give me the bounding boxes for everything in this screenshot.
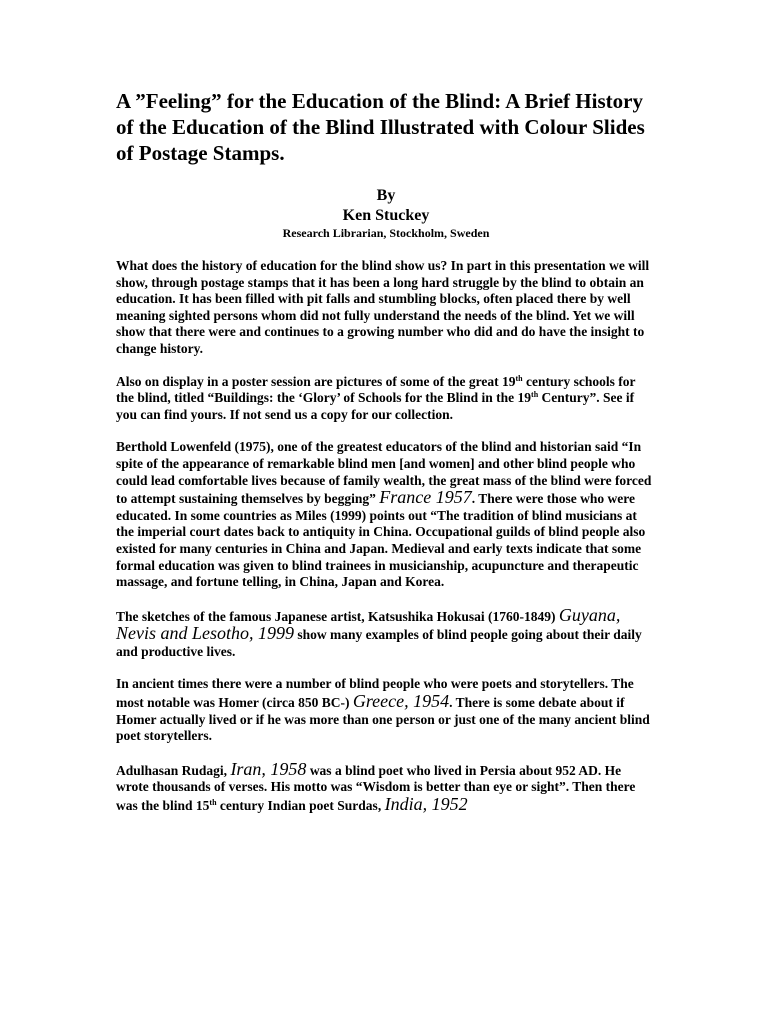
paragraph-lowenfeld xyxy=(116,439,656,590)
paragraph-hokusai xyxy=(116,604,656,661)
text-segment: . There is some debate about if Homer actually lived or if he was more than one person or just one of the many ancient blind poet storytellers. xyxy=(116,695,650,744)
paragraph-homer xyxy=(116,676,656,744)
stamp-reference: Guyana, Nevis and Lesotho, 1999 xyxy=(116,604,621,644)
document-title: A ”Feeling” for the Education of the Blind: A Brief History of the Education of the Blind Illustrated with Colour Slides of Postage Stamps. xyxy=(116,89,645,165)
text-segment: . There were those who were educated. In some countries as Miles (1999) points out “The tradition of blind musicians at the imperial court dates back to antiquity in China. Occupational guilds of blind people also existed for many centuries in China and Japan. Medieval and early texts indicate that some formal education was given to blind trainees in musicianship, acupuncture and therapeutic massage, and fortune telling, in China, Japan and Korea. xyxy=(116,491,646,590)
text-segment: century Indian poet Surdas, xyxy=(216,798,385,814)
text-segment: The sketches of the famous Japanese artist, Katsushika Hokusai (1760-1849) xyxy=(116,608,559,624)
stamp-reference: Greece, 1954 xyxy=(352,691,450,712)
text-segment: century schools for the blind, titled “Buildings: the ‘Glory’ of Schools for the Blind in the 19 xyxy=(116,373,636,406)
superscript: th xyxy=(515,373,523,383)
paragraph-rudagi xyxy=(116,758,656,815)
text-segment: Berthold Lowenfeld (1975), one of the greatest educators of the blind and historian said “In spite of the appearance of remarkable blind men [and women] and other blind people who could lead comfortable lives because of family wealth, the great mass of the blind were forced to attempt sustaining themselves by begging” xyxy=(116,439,652,507)
byline xyxy=(116,186,656,240)
author-name: Ken Stuckey xyxy=(342,207,430,224)
text-segment: Adulhasan Rudagi, xyxy=(116,762,231,778)
text-segment: In ancient times there were a number of blind people who were poets and storytellers. The most notable was Homer (circa 850 BC-) xyxy=(116,676,634,711)
text-segment: Century”. See if you can find yours. If not send us a copy for our collection. xyxy=(116,390,635,422)
text-segment: was a blind poet who lived in Persia about 952 AD. He wrote thousands of verses. His motto was “Wisdom is better than eye or sight”. Then there was the blind 15 xyxy=(116,762,636,814)
stamp-reference: Iran, 1958 xyxy=(230,758,307,779)
paragraph-intro: What does the history of education for the blind show us? In part in this presentation we will show, through postage stamps that it has been a long hard struggle by the blind to obtain an education. It has been filled with pit falls and stumbling blocks, often placed there by well meaning sighted persons whom did not fully understand the needs of the blind. Yet we will show that there were and continues to a growing number who did and do have the insight to change history. xyxy=(116,258,650,356)
text-segment: Also on display in a poster session are pictures of some of the great 19 xyxy=(116,373,516,389)
superscript: th xyxy=(209,798,217,808)
author-affiliation: Research Librarian, Stockholm, Sweden xyxy=(282,226,490,240)
stamp-reference: France 1957 xyxy=(379,487,472,508)
text-segment: show many examples of blind people going about their daily and productive lives. xyxy=(116,627,642,659)
paragraph-poster-session xyxy=(116,374,656,424)
stamp-reference: India, 1952 xyxy=(384,794,468,815)
byline-by: By xyxy=(376,187,396,204)
superscript: th xyxy=(531,390,539,400)
document-page xyxy=(116,88,656,831)
